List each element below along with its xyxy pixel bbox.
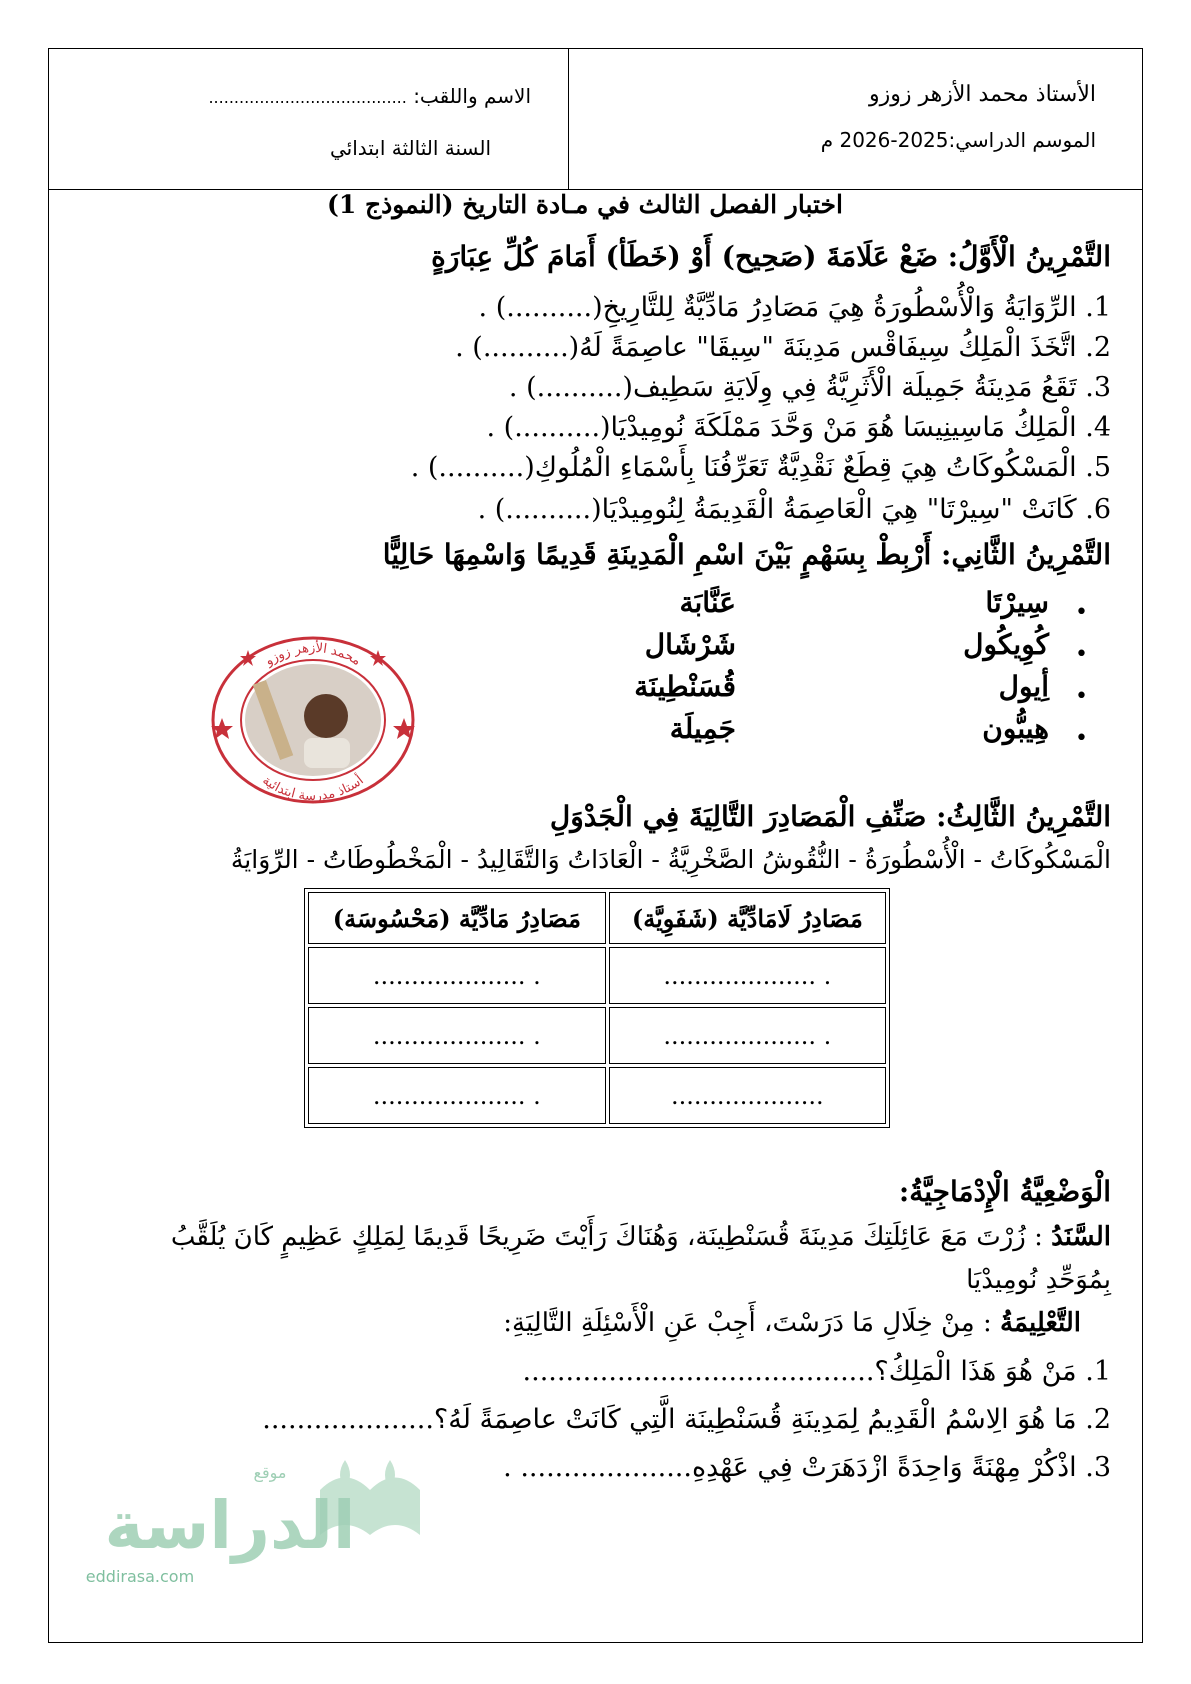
watermark-big: الدراسة	[104, 1487, 356, 1564]
question-2: 2. مَا هُوَ الِاسْمُ الْقَدِيمُ لِمَدِينَةِ قُسَنْطِينَة الَّتِي كَانَتْ عاصِمَةً لَهُ؟....................	[262, 1404, 1111, 1435]
grade-label: السنة الثالثة ابتدائي	[329, 136, 491, 160]
sanad-label: السَّنَدُ	[1051, 1222, 1111, 1252]
table-cell[interactable]: . ....................	[308, 947, 606, 1004]
new-name-2: شَرْشَال	[644, 628, 736, 661]
teacher-name: الأستاذ محمد الأزهر زوزو	[869, 82, 1096, 107]
exercise1-title: التَّمْرِينُ الْأَوَّلُ: ضَعْ عَلَامَةَ (صَحِيح) أَوْ (خَطَأ) أَمَامَ كُلِّ عِبَارَةٍ	[431, 240, 1111, 273]
exercise3-title: التَّمْرِينُ الثَّالِثُ: صَنِّفِ الْمَصَادِرَ التَّالِيَةَ فِي الْجَدْوَلِ	[549, 800, 1111, 833]
watermark-url: eddirasa.com	[85, 1567, 195, 1586]
stamp-photo-shirt	[304, 738, 350, 768]
table-row	[308, 1067, 886, 1124]
header-box	[48, 48, 1143, 190]
instruction-label: التَّعْلِيمَةُ	[1000, 1308, 1081, 1338]
bullet-2: •	[1075, 642, 1088, 667]
header-divider	[568, 48, 569, 190]
column-material: مَصَادِرُ مَادِّيَّة (مَحْسُوسَة)	[308, 892, 606, 944]
exam-title: اختبار الفصل الثالث في مـادة التاريخ (النموذج 1)	[327, 190, 843, 219]
table-cell[interactable]: . ....................	[609, 947, 886, 1004]
table-cell[interactable]: . ....................	[609, 1007, 886, 1064]
watermark-small: موقع	[253, 1463, 287, 1482]
name-dots: .......................................	[208, 88, 407, 107]
exercise1-item-5: 5. الْمَسْكُوكَاتُ هِيَ قِطَعٌ نَقْدِيَّةٌ تَعَرِّفُنَا بِأَسْمَاءِ الْمُلُوكِ(..........) .	[410, 452, 1111, 483]
name-field	[208, 84, 531, 108]
integration-title: الْوَضْعِيَّةُ الْإِدْمَاجِيَّةُ:	[898, 1175, 1111, 1208]
exercise1-item-2: 2. اتَّخَذَ الْمَلِكُ سِيفَاقْس مَدِينَةَ "سِيقَا" عاصِمَةً لَهُ(..........) .	[455, 332, 1111, 363]
bullet-4: •	[1075, 726, 1088, 751]
table-cell[interactable]: . ....................	[308, 1067, 606, 1124]
table-header-row	[308, 892, 886, 944]
old-name-2: كُوِيكُول	[963, 628, 1049, 661]
old-name-1: سِيرْتَا	[985, 586, 1049, 619]
sanad-line	[171, 1222, 1111, 1252]
sanad-text: : زُرْتَ مَعَ عَائِلَتِكَ مَدِينَةَ قُسَنْطِينَة، وَهُنَاكَ رَأَيْتَ ضَرِيحًا قَدِيمًا لِمَلِكٍ عَظِيمٍ كَانَ يُلَقَّبُ	[170, 1222, 1043, 1252]
table-row	[308, 1007, 886, 1064]
exercise2-title: التَّمْرِينُ الثَّانِي: أَرْبِطْ بِسَهْمٍ بَيْنَ اسْمِ الْمَدِينَةِ قَدِيمًا وَاسْمِهَا حَالِيًّا	[382, 538, 1111, 571]
column-oral: مَصَادِرُ لَامَادِّيَّة (شَفَوِيَّة)	[609, 892, 886, 944]
new-name-1: عَنَّابَة	[679, 586, 736, 619]
question-1: 1. مَنْ هُوَ هَذَا الْمَلِكُ؟.........................................	[522, 1356, 1111, 1387]
question-3: 3. اذْكُرْ مِهْنَةً وَاحِدَةً ازْدَهَرَتْ فِي عَهْدِهِ.................... .	[503, 1452, 1111, 1483]
stamp-top-text: محمد الأزهر زوزو	[262, 640, 364, 670]
site-watermark	[70, 1460, 430, 1590]
table-row	[308, 947, 886, 1004]
table-cell[interactable]: ....................	[609, 1067, 886, 1124]
stamp-photo-face	[304, 694, 348, 738]
name-label: الاسم واللقب:	[413, 84, 531, 108]
exercise1-item-3: 3. تَقَعُ مَدِينَةُ جَمِيلَة الْأَثَرِيَّةُ فِي وِلَايَةِ سَطِيف(..........) .	[508, 372, 1111, 403]
bullet-1: •	[1075, 600, 1088, 625]
sources-table	[304, 888, 890, 1128]
exercise1-item-1: 1. الرِّوَايَةُ وَالْأُسْطُورَةُ هِيَ مَصَادِرُ مَادِّيَّةٌ لِلتَّارِيخِ(..........) .	[478, 292, 1111, 323]
new-name-4: جَمِيلَة	[669, 712, 736, 745]
table-cell[interactable]: . ....................	[308, 1007, 606, 1064]
teacher-stamp	[208, 630, 418, 805]
stamp-bottom-text: أستاذ مدرسة ابتدائية	[259, 773, 367, 805]
instruction-line	[503, 1308, 1081, 1338]
school-year: الموسم الدراسي:2025-2026 م	[820, 128, 1096, 152]
sources-list: الْمَسْكُوكَاتُ - الْأُسْطُورَةُ - النُّقُوشُ الصَّخْرِيَّةُ - الْعَادَاتُ وَالتَّقَالِيدُ - الْمَخْطُوطَاتُ - الرِّوَايَةُ	[230, 845, 1111, 874]
new-name-3: قُسَنْطِينَة	[634, 670, 736, 703]
exercise1-item-6: 6. كَانَتْ "سِيرْتَا" هِيَ الْعَاصِمَةُ الْقَدِيمَةُ لِنُومِيدْيَا(..........) .	[477, 494, 1111, 525]
sanad-text-2: بِمُوَحِّدِ نُومِيدْيَا	[966, 1265, 1111, 1295]
bullet-3: •	[1075, 684, 1088, 709]
old-name-4: هِيبُّون	[982, 712, 1049, 745]
exercise1-item-4: 4. الْمَلِكُ مَاسِينِيسَا هُوَ مَنْ وَحَّدَ مَمْلَكَةَ نُومِيدْيَا(..........) .	[486, 412, 1111, 443]
instruction-text: : مِنْ خِلَالِ مَا دَرَسْتَ، أَجِبْ عَنِ الْأَسْئِلَةِ التَّالِيَةِ:	[503, 1308, 992, 1338]
old-name-3: أِيول	[998, 670, 1049, 703]
